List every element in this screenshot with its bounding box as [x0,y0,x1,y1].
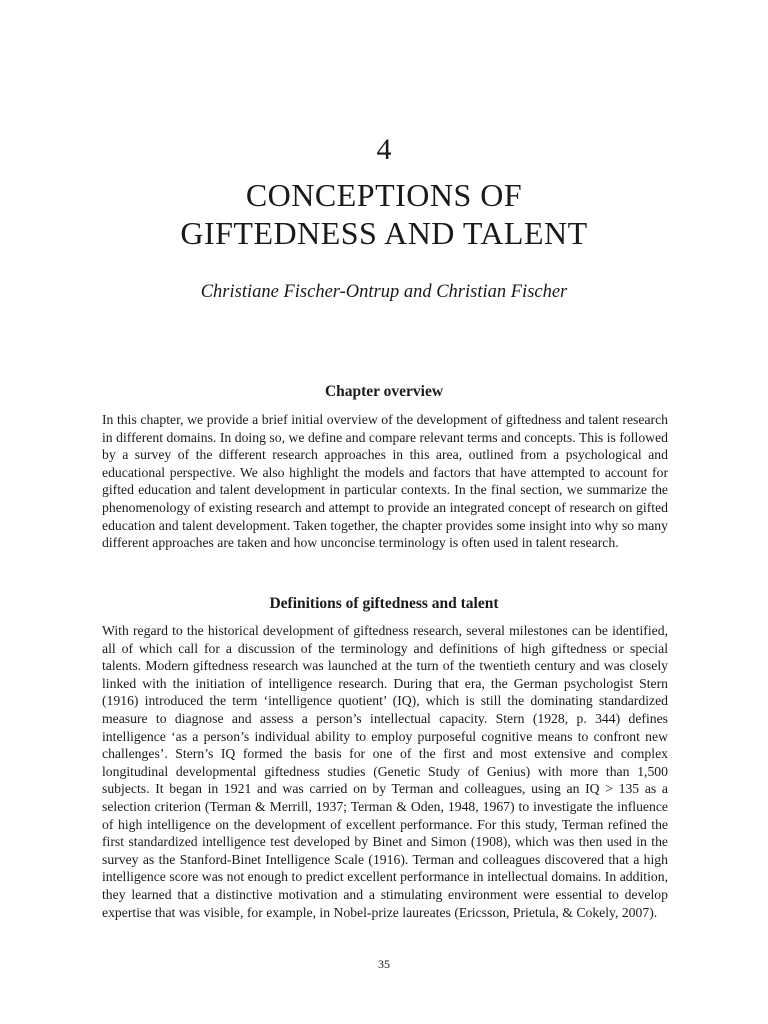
section-heading-definitions: Definitions of giftedness and talent [269,595,499,612]
definitions-paragraph: With regard to the historical development of giftedness research, several milestones can be identified, all of which call for a discussion of the terminology and definitions of high giftedness or special talents. Modern giftedness research was launched at the turn of the twentieth century and was closely linked with the initiation of intelligence research. During that era, the German psychologist Stern (1916) introduced the term ‘intelligence quotient’ (IQ), which is still the dominating standardized measure to diagnose and assess a person’s intellectual capacity. Stern (1928, p. 344) defines intelligence ‘as a person’s individual ability to employ purposeful cognitive means to confront new challenges’. Stern’s IQ formed the basis for one of the first and most extensive and complex longitudinal developmental giftedness studies (Genetic Study of Genius) with more than 1,500 subjects. It began in 1921 and was carried on by Terman and colleagues, using an IQ > 135 as a selection criterion (Terman & Merrill, 1937; Terman & Oden, 1948, 1967) to investigate the influence of high intelligence on the development of excellent performance. For this study, Terman refined the first standardized intelligence test developed by Binet and Simon (1908), which was then used in the survey as the Stanford-Binet Intelligence Scale (1916). Terman and colleagues discovered that a high intelligence score was not enough to predict excellent performance in intellectual domains. In addition, they learned that a distinctive motivation and a stimulating environment were essential to develop expertise that was visible, for example, in Nobel-prize laureates (Ericsson, Prietula, & Cokely, 2007). [102,623,668,920]
section-heading-overview: Chapter overview [324,383,444,400]
chapter-number: 4 [376,133,392,166]
chapter-title-line-2: GIFTEDNESS AND TALENT [180,215,588,251]
chapter-title-line-1: CONCEPTIONS OF [245,177,523,213]
page-number: 35 [378,957,390,971]
overview-paragraph: In this chapter, we provide a brief initial overview of the development of giftedness and talent research in different domains. In doing so, we define and compare relevant terms and concepts. This is followed by a survey of the different research approaches in this area, outlined from a psychological and educational perspective. We also highlight the models and factors that have attempted to account for gifted education and talent development in particular contexts. In the final section, we summarize the phenomenology of existing research and attempt to provide an integrated concept of research on gifted education and talent development. Taken together, the chapter provides some insight into why so many different approaches are taken and how unconcise terminology is often used in talent research. [102,412,668,551]
chapter-title [0,176,768,252]
chapter-authors: Christiane Fischer-Ontrup and Christian Fischer [200,282,568,302]
